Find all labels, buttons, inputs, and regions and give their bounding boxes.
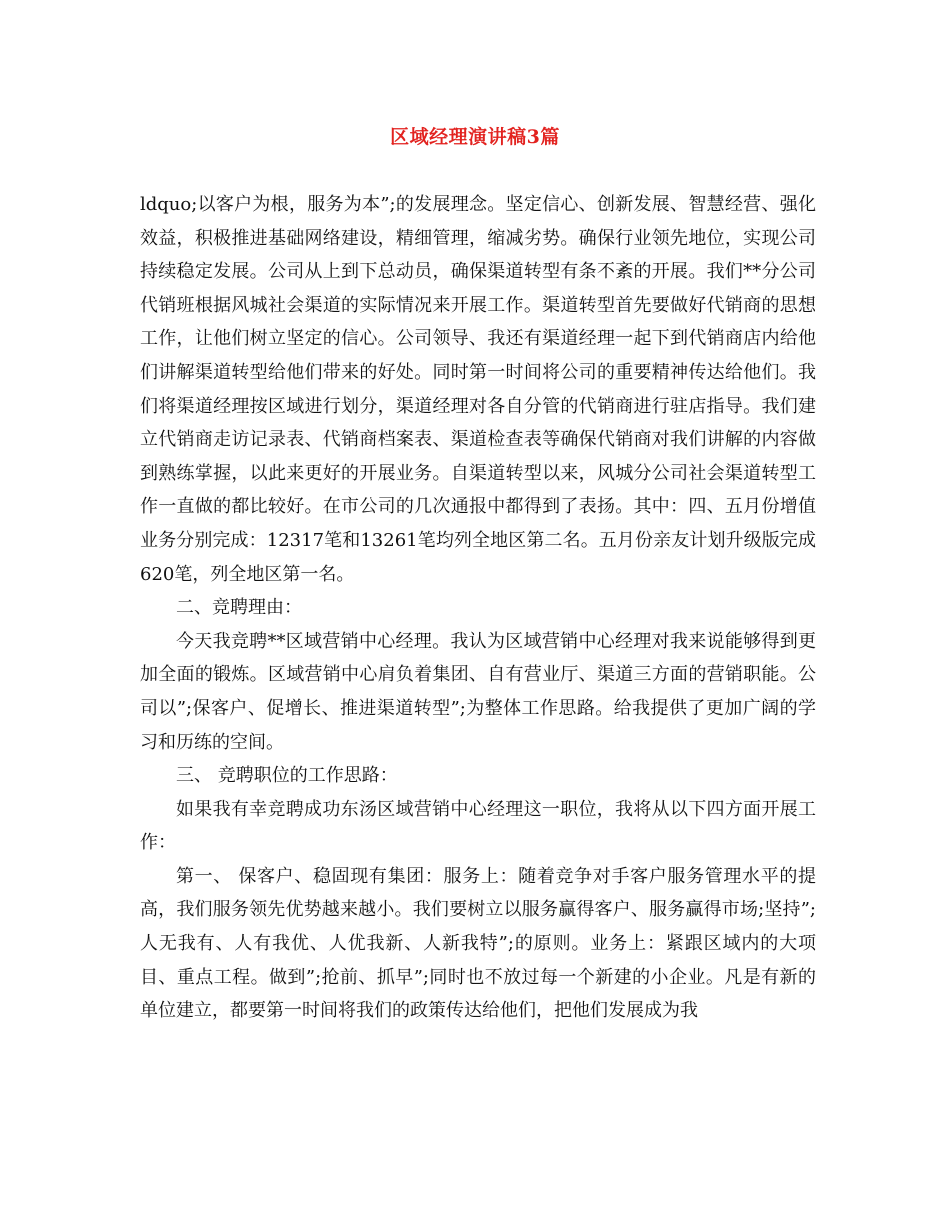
paragraph-work-intro: 如果我有幸竞聘成功东汤区域营销中心经理这一职位，我将从以下四方面开展工作： (140, 798, 816, 854)
paragraph-intro: ldquo;以客户为根，服务为本”;的发展理念。坚定信心、创新发展、智慧经营、强化效益，积极推进基础网络建设，精细管理，缩减劣势。确保行业领先地位，实现公司持续稳定发展。公司从上到下总动员，确保渠道转型有条不紊的开展。我们**分公司代销班根据风城社会渠道的实际情况来开展工作。渠道转型首先要做好代销商的思想工作，让他们树立坚定的信心。公司领导、我还有渠道经理一起下到代销商店内给他们讲解渠道转型给他们带来的好处。同时第一时间将公司的重要精神传达给他们。我们将渠道经理按区域进行划分，渠道经理对各自分管的代销商进行驻店指导。我们建立代销商走访记录表、代销商档案表、渠道检查表等确保代销商对我们讲解的内容做到熟练掌握，以此来更好的开展业务。自渠道转型以来，风城分公司社会渠道转型工作一直做的都比较好。在市公司的几次通报中都得到了表扬。其中：四、五月份增值业务分别完成：12317笔和13261笔均列全地区第二名。五月份亲友计划升级版完成620笔，列全地区第一名。 (140, 194, 816, 585)
section-heading-reasons: 二、竞聘理由： (176, 597, 302, 619)
section-heading-work-ideas: 三、 竞聘职位的工作思路： (176, 765, 398, 787)
document-body (140, 188, 816, 1028)
paragraph-reasons: 今天我竞聘**区域营销中心经理。我认为区域营销中心经理对我来说能够得到更加全面的锻炼。区域营销中心肩负着集团、自有营业厅、渠道三方面的营销职能。公司以”;保客户、促增长、推进渠道转型”;为整体工作思路。给我提供了更加广阔的学习和历练的空间。 (140, 630, 816, 753)
paragraph-first-point: 第一、 保客户、稳固现有集团：服务上：随着竞争对手客户服务管理水平的提高，我们服务领先优势越来越小。我们要树立以服务赢得客户、服务赢得市场;坚持”;人无我有、人有我优、人优我新、人新我特”;的原则。业务上：紧跟区域内的大项目、重点工程。做到”;抢前、抓早”;同时也不放过每一个新建的小企业。凡是有新的单位建立，都要第一时间将我们的政策传达给他们，把他们发展成为我 (140, 865, 816, 1022)
document-title: 区域经理演讲稿3篇 (390, 126, 560, 148)
